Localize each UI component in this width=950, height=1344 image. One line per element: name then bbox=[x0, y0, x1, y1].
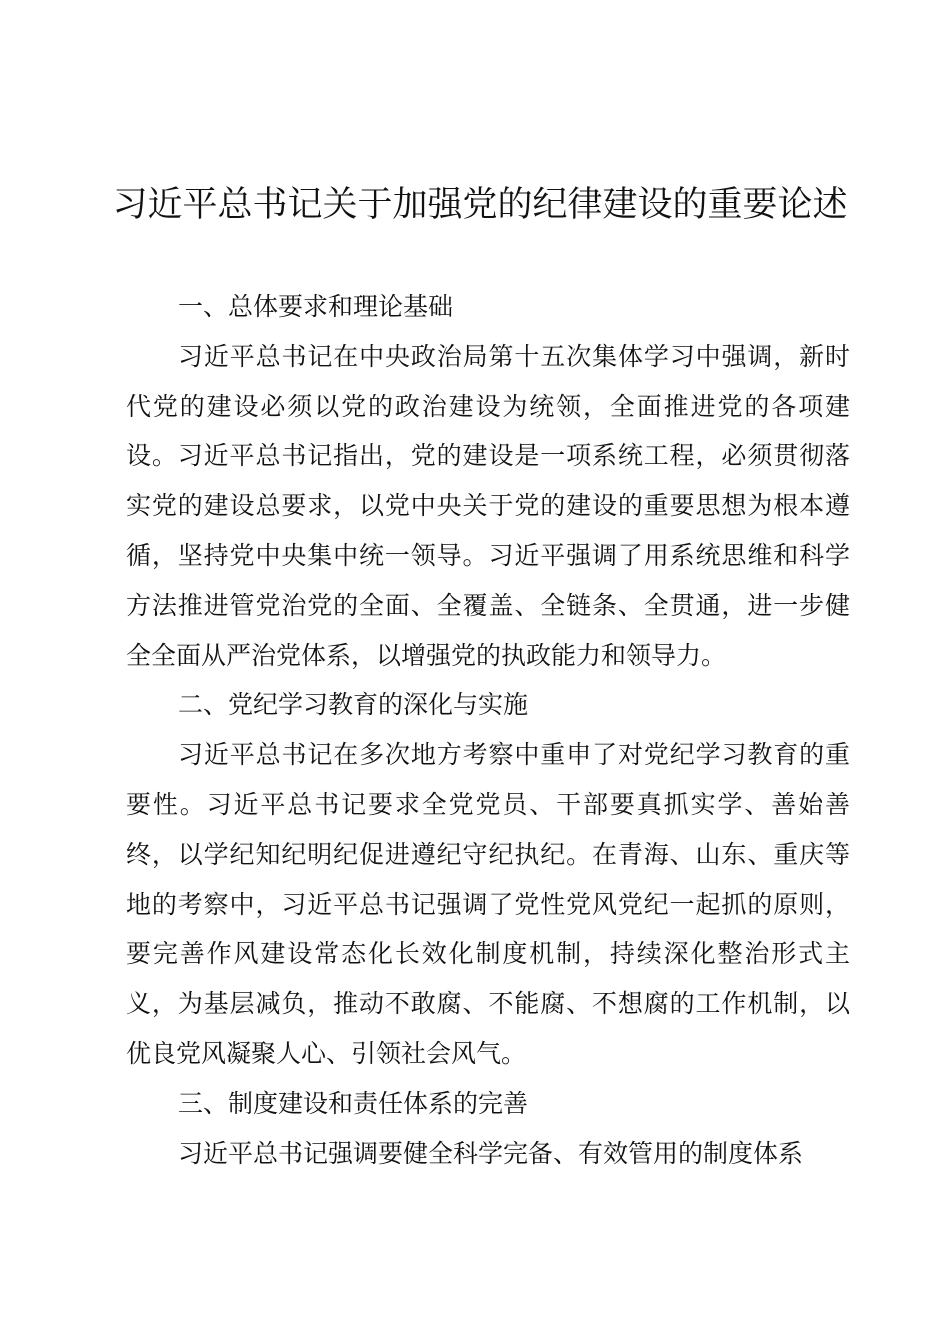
section-paragraph-2: 习近平总书记在多次地方考察中重申了对党纪学习教育的重要性。习近平总书记要求全党党员、干部要真抓实学、善始善终，以学纪知纪明纪促进遵纪守纪执纪。在青海、山东、重庆等地的考察中，习近平总书记强调了党性党风党纪一起抓的原则，要完善作风建设常态化长效化制度机制，持续深化整治形式主义，为基层减负，推动不敢腐、不能腐、不想腐的工作机制，以优良党风凝聚人心、引领社会风气。 bbox=[126, 740, 850, 1068]
section-heading-2: 二、党纪学习教育的深化与实施 bbox=[178, 690, 529, 720]
section-heading-3: 三、制度建设和责任体系的完善 bbox=[178, 1088, 529, 1118]
section-paragraph-3: 习近平总书记强调要健全科学完备、有效管用的制度体系 bbox=[178, 1138, 804, 1168]
document-title: 习近平总书记关于加强党的纪律建设的重要论述 bbox=[112, 185, 848, 225]
document-body bbox=[126, 282, 850, 1178]
section-heading-1: 一、总体要求和理论基础 bbox=[178, 292, 454, 321]
section-paragraph-1: 习近平总书记在中央政治局第十五次集体学习中强调，新时代党的建设必须以党的政治建设为统领，全面推进党的各项建设。习近平总书记指出，党的建设是一项系统工程，必须贯彻落实党的建设总要求，以党中央关于党的建设的重要思想为根本遵循，坚持党中央集中统一领导。习近平强调了用系统思维和科学方法推进管党治党的全面、全覆盖、全链条、全贯通，进一步健全全面从严治党体系，以增强党的执政能力和领导力。 bbox=[126, 341, 850, 670]
